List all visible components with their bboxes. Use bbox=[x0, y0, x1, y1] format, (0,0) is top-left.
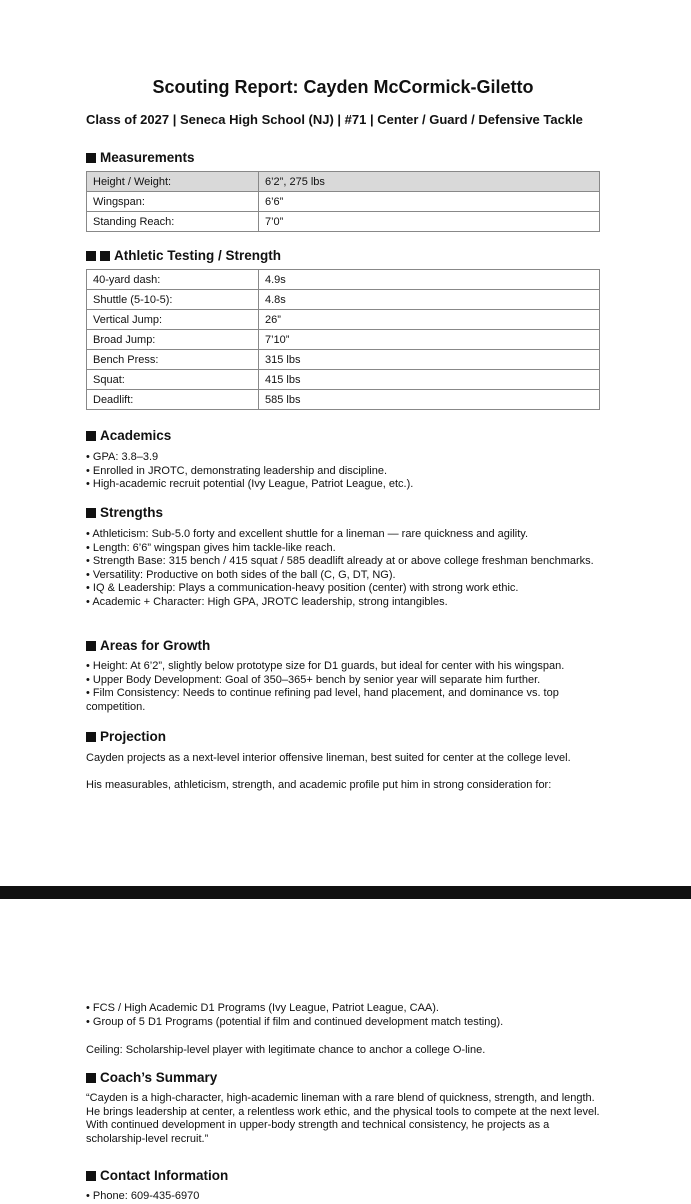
academics-list bbox=[86, 451, 600, 492]
page-title: Scouting Report: Cayden McCormick-Giletto bbox=[152, 77, 534, 97]
cell-label: Vertical Jump: bbox=[87, 310, 259, 330]
cell-label: 40-yard dash: bbox=[87, 270, 259, 290]
table-row bbox=[87, 330, 600, 350]
cell-value: 6’6” bbox=[259, 192, 600, 212]
bullet-square-icon bbox=[86, 641, 96, 651]
cell-label: Wingspan: bbox=[87, 192, 259, 212]
projection-list bbox=[86, 1002, 600, 1029]
bullet-square-icon bbox=[86, 153, 96, 163]
bullet-square-icon bbox=[86, 251, 96, 261]
list-item: • Academic + Character: High GPA, JROTC leadership, strong intangibles. bbox=[86, 596, 600, 610]
table-row bbox=[87, 370, 600, 390]
list-item: • Group of 5 D1 Programs (potential if film and continued development match testing). bbox=[86, 1016, 600, 1030]
cell-value: 4.9s bbox=[259, 270, 600, 290]
list-item: • Height: At 6’2”, slightly below prototype size for D1 guards, but ideal for center with his wingspan. bbox=[86, 660, 600, 674]
projection-paragraph: Cayden projects as a next-level interior offensive lineman, best suited for center at the college level. bbox=[86, 752, 571, 764]
cell-value: 585 lbs bbox=[259, 390, 600, 410]
contact-heading: Contact Information bbox=[86, 1168, 228, 1183]
coach-summary-text: “Cayden is a high-character, high-academic lineman with a rare blend of quickness, strength, and length. He brings leadership at center, a relentless work ethic, and the physical tools to compete at the next level. With continued development in upper-body strength and technical consistency, he projects as a scholarship-level recruit.” bbox=[86, 1092, 600, 1145]
cell-value: 415 lbs bbox=[259, 370, 600, 390]
measurements-table bbox=[86, 171, 600, 232]
projection-ceiling: Ceiling: Scholarship-level player with legitimate chance to anchor a college O-line. bbox=[86, 1044, 486, 1056]
cell-value: 7’10” bbox=[259, 330, 600, 350]
measurements-heading: Measurements bbox=[86, 150, 195, 165]
cell-label: Standing Reach: bbox=[87, 212, 259, 232]
page-separator bbox=[0, 886, 691, 899]
table-row bbox=[87, 192, 600, 212]
cell-label: Height / Weight: bbox=[87, 172, 259, 192]
athletic-heading: Athletic Testing / Strength bbox=[86, 248, 281, 263]
table-row bbox=[87, 290, 600, 310]
table-row bbox=[87, 310, 600, 330]
list-item: • Length: 6’6” wingspan gives him tackle-like reach. bbox=[86, 542, 600, 556]
table-row bbox=[87, 390, 600, 410]
cell-value: 7’0” bbox=[259, 212, 600, 232]
cell-label: Squat: bbox=[87, 370, 259, 390]
list-item: • GPA: 3.8–3.9 bbox=[86, 451, 600, 465]
cell-value: 26” bbox=[259, 310, 600, 330]
table-row bbox=[87, 212, 600, 232]
cell-label: Bench Press: bbox=[87, 350, 259, 370]
list-item: • Strength Base: 315 bench / 415 squat / 585 deadlift already at or above college freshman benchmarks. bbox=[86, 555, 600, 569]
list-item: • Enrolled in JROTC, demonstrating leadership and discipline. bbox=[86, 465, 600, 479]
bullet-square-icon bbox=[86, 508, 96, 518]
table-row bbox=[87, 350, 600, 370]
list-item: • Film Consistency: Needs to continue refining pad level, hand placement, and dominance vs. top competition. bbox=[86, 687, 600, 714]
strengths-heading: Strengths bbox=[86, 505, 163, 520]
bullet-square-icon bbox=[86, 732, 96, 742]
cell-value: 4.8s bbox=[259, 290, 600, 310]
strengths-list bbox=[86, 528, 600, 609]
list-item: • IQ & Leadership: Plays a communication-heavy position (center) with strong work ethic. bbox=[86, 582, 600, 596]
table-row bbox=[87, 172, 600, 192]
athletic-table bbox=[86, 269, 600, 410]
bullet-square-icon bbox=[100, 251, 110, 261]
table-row bbox=[87, 270, 600, 290]
contact-list bbox=[86, 1190, 600, 1204]
bullet-square-icon bbox=[86, 431, 96, 441]
player-subtitle: Class of 2027 | Seneca High School (NJ) | #71 | Center / Guard / Defensive Tackle bbox=[86, 112, 583, 127]
list-item: • Versatility: Productive on both sides of the ball (C, G, DT, NG). bbox=[86, 569, 600, 583]
projection-consideration: His measurables, athleticism, strength, and academic profile put him in strong consideration for: bbox=[86, 779, 552, 791]
list-item: • High-academic recruit potential (Ivy League, Patriot League, etc.). bbox=[86, 478, 600, 492]
list-item: • Athleticism: Sub-5.0 forty and excellent shuttle for a lineman — rare quickness and agility. bbox=[86, 528, 600, 542]
bullet-square-icon bbox=[86, 1073, 96, 1083]
list-item: • Upper Body Development: Goal of 350–365+ bench by senior year will separate him further. bbox=[86, 674, 600, 688]
projection-heading: Projection bbox=[86, 729, 166, 744]
cell-value: 315 lbs bbox=[259, 350, 600, 370]
cell-label: Deadlift: bbox=[87, 390, 259, 410]
contact-phone: • Phone: 609-435-6970 bbox=[86, 1190, 600, 1204]
cell-value: 6’2”, 275 lbs bbox=[259, 172, 600, 192]
cell-label: Broad Jump: bbox=[87, 330, 259, 350]
growth-list bbox=[86, 660, 600, 714]
coach-summary-heading: Coach’s Summary bbox=[86, 1070, 217, 1085]
bullet-square-icon bbox=[86, 1171, 96, 1181]
cell-label: Shuttle (5-10-5): bbox=[87, 290, 259, 310]
academics-heading: Academics bbox=[86, 428, 171, 443]
growth-heading: Areas for Growth bbox=[86, 638, 210, 653]
list-item: • FCS / High Academic D1 Programs (Ivy League, Patriot League, CAA). bbox=[86, 1002, 600, 1016]
